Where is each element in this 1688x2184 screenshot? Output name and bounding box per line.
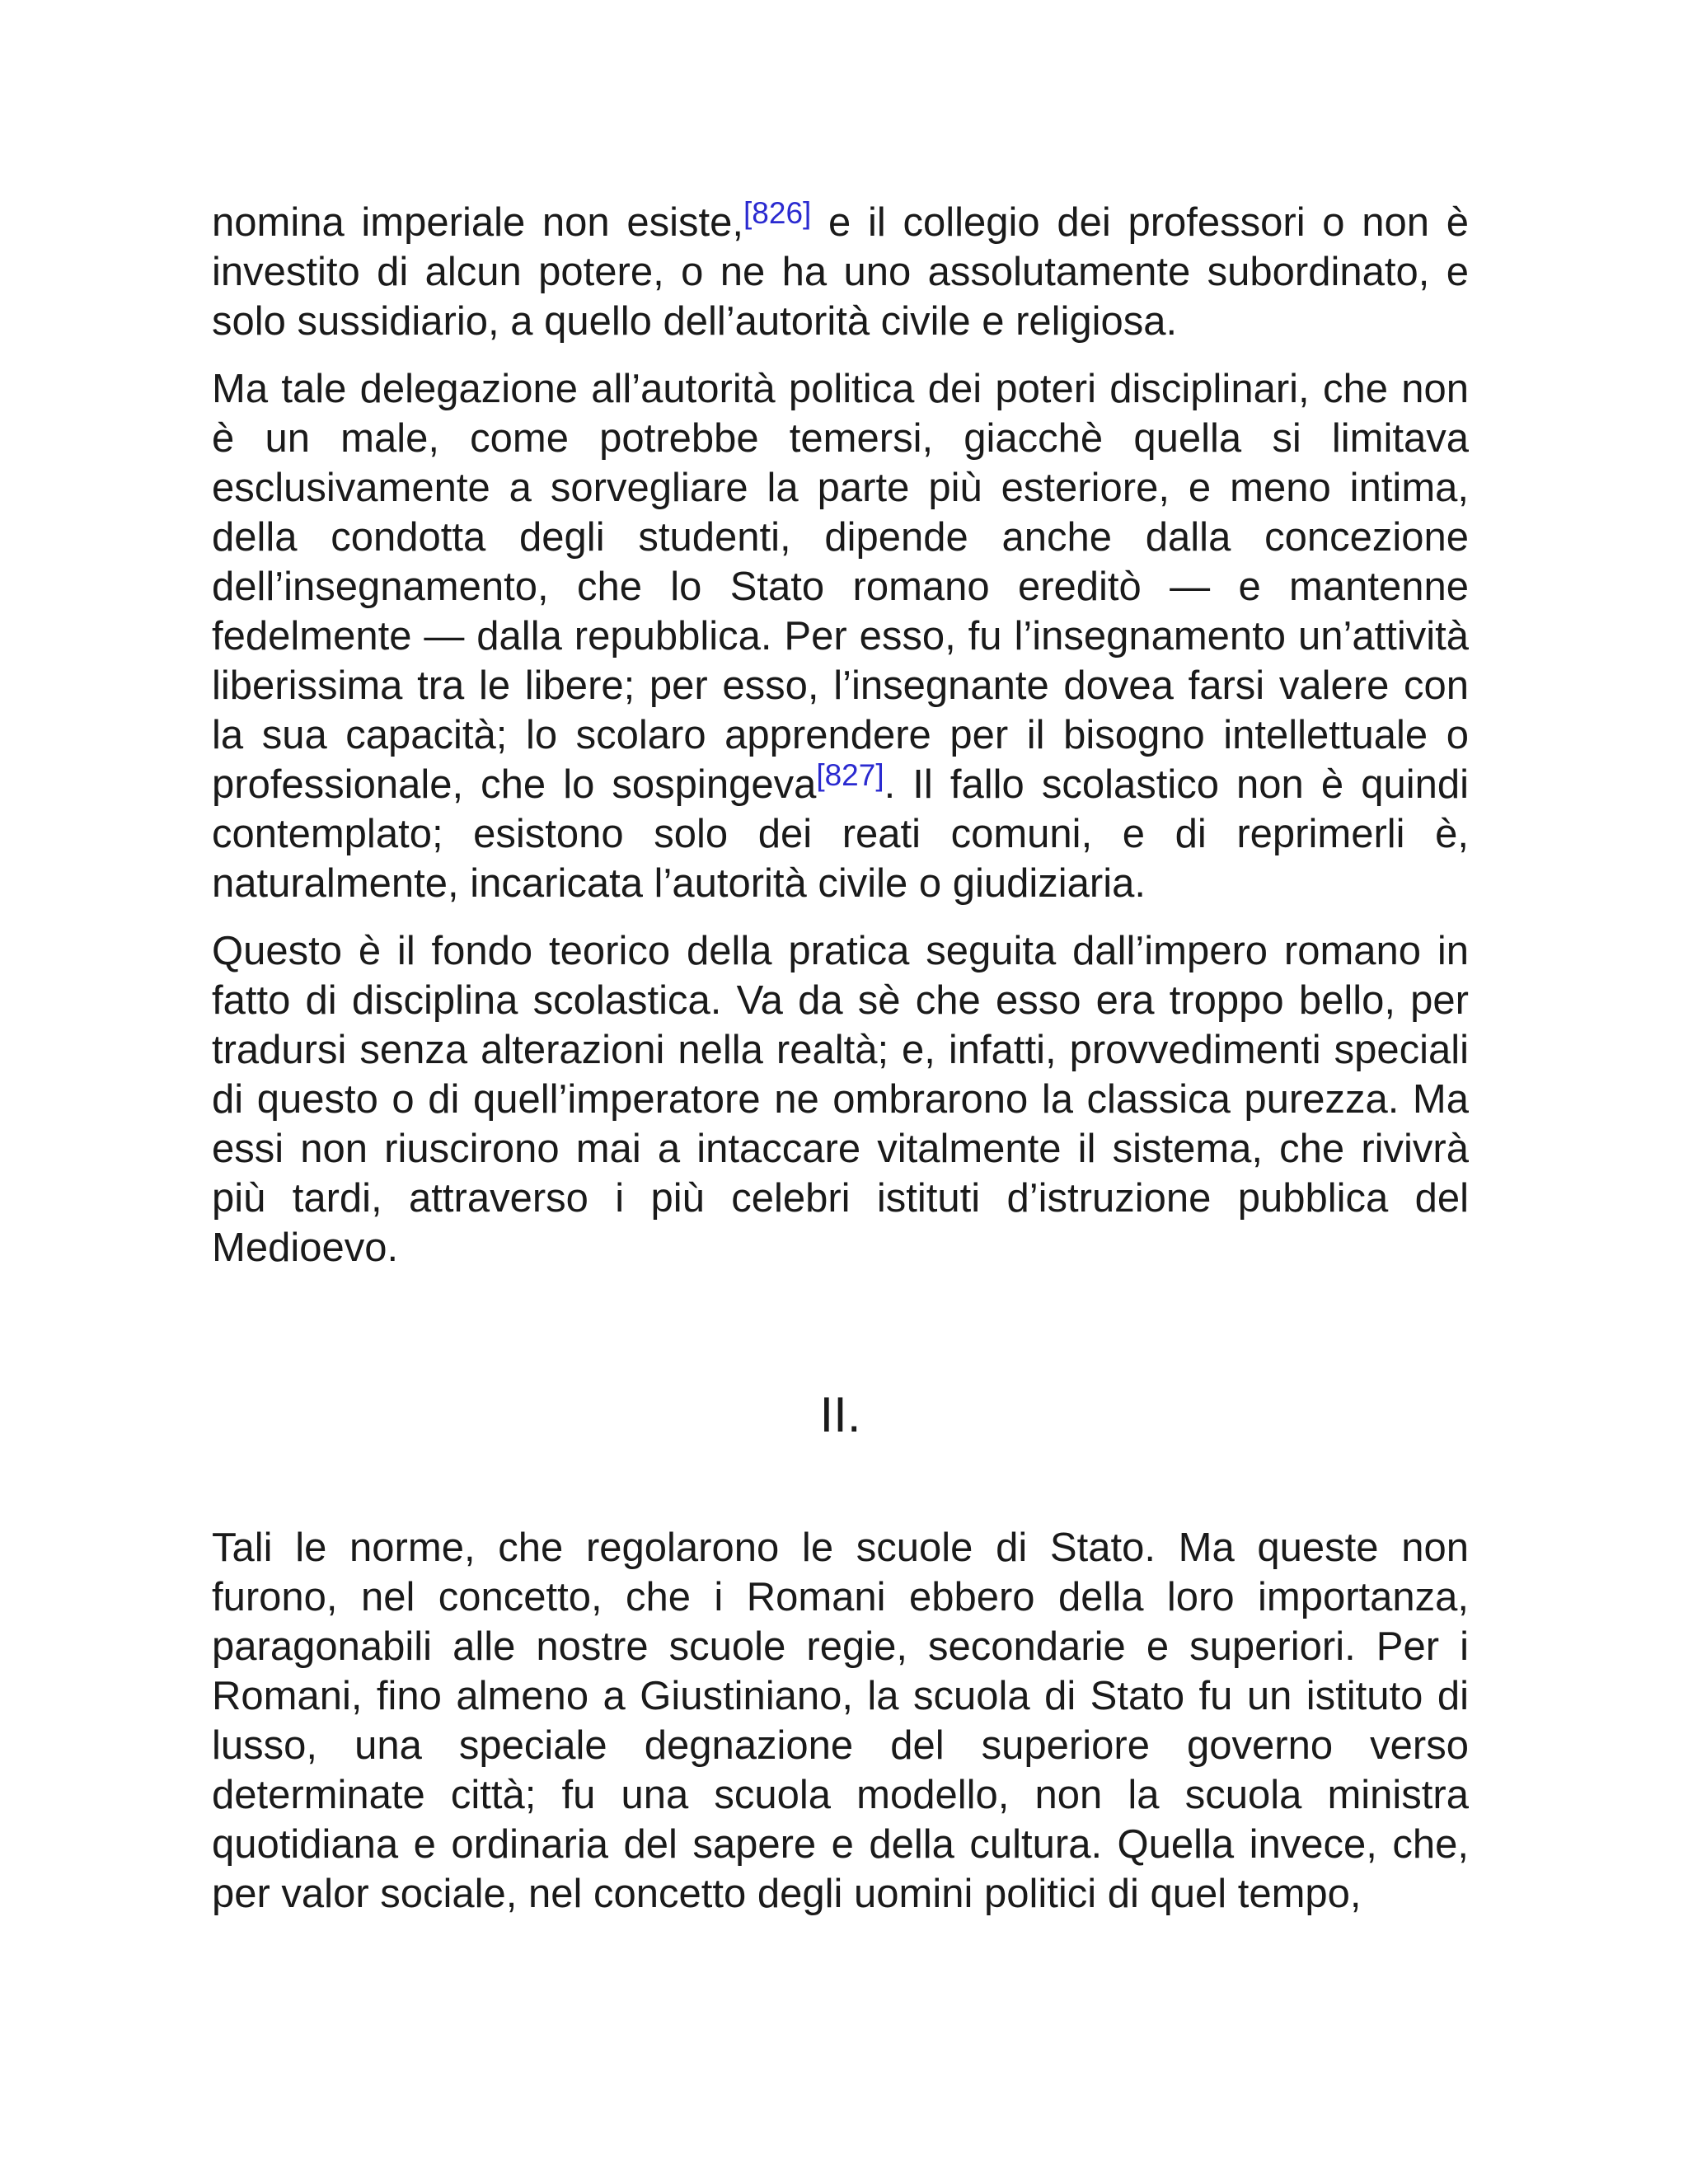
- document-page: [212, 198, 1469, 1937]
- footnote-link[interactable]: [826]: [743, 196, 812, 230]
- paragraph-text: Questo è il fondo teorico della pratica seguita dall’impero romano in fatto di disciplina scolastica. Va da sè che esso era troppo bello, per tradursi senza alterazioni nella realtà; e, infatti, provvedimenti speciali di questo o di quell’imperatore ne ombrarono la classica purezza. Ma essi non riuscirono mai a intaccare vitalmente il sistema, che rivivrà più tardi, attraverso i più celebri istituti d’istruzione pubblica del Medioevo.: [212, 929, 1469, 1270]
- paragraph: [212, 926, 1469, 1272]
- footnote-link[interactable]: [827]: [816, 758, 884, 792]
- paragraph-text: Ma tale delegazione all’autorità politica dei poteri disciplinari, che non è un male, come potrebbe temersi, giacchè quella si limitava esclusivamente a sorvegliare la parte più esteriore, e meno intima, della condotta degli studenti, dipende anche dalla concezione dell’insegnamento, che lo Stato romano ereditò — e mantenne fedelmente — dalla repubblica. Per esso, fu l’insegnamento un’attività liberissima tra le libere; per esso, l’insegnante dovea farsi valere con la sua capacità; lo scolaro apprendere per il bisogno intellettuale o professionale, che lo sospingeva: [212, 367, 1469, 807]
- paragraph: [212, 1523, 1469, 1919]
- paragraph-text: e il collegio dei professori o non è investito di alcun potere, o ne ha uno assolutamente subordinato, e solo sussidiario, a quello dell’autorità civile e religiosa.: [212, 200, 1469, 344]
- section-body-before: [212, 198, 1469, 1272]
- section-heading: II.: [819, 1387, 861, 1442]
- paragraph-text: . Il fallo scolastico non è quindi contemplato; esistono solo dei reati comuni, e di reprimerli è, naturalmente, incaricata l’autorità civile o giudiziaria.: [212, 762, 1469, 906]
- paragraph-text: Tali le norme, che regolarono le scuole di Stato. Ma queste non furono, nel concetto, che i Romani ebbero della loro importanza, paragonabili alle nostre scuole regie, secondarie e superiori. Per i Romani, fino almeno a Giustiniano, la scuola di Stato fu un istituto di lusso, una speciale degnazione del superiore governo verso determinate città; fu una scuola modello, non la scuola ministra quotidiana e ordinaria del sapere e della cultura. Quella invece, che, per valor sociale, nel concetto degli uomini politici di quel tempo,: [212, 1526, 1469, 1916]
- section-body-after: [212, 1523, 1469, 1919]
- paragraph: [212, 198, 1469, 346]
- paragraph-text: nomina imperiale non esiste,: [212, 200, 744, 245]
- paragraph: [212, 364, 1469, 908]
